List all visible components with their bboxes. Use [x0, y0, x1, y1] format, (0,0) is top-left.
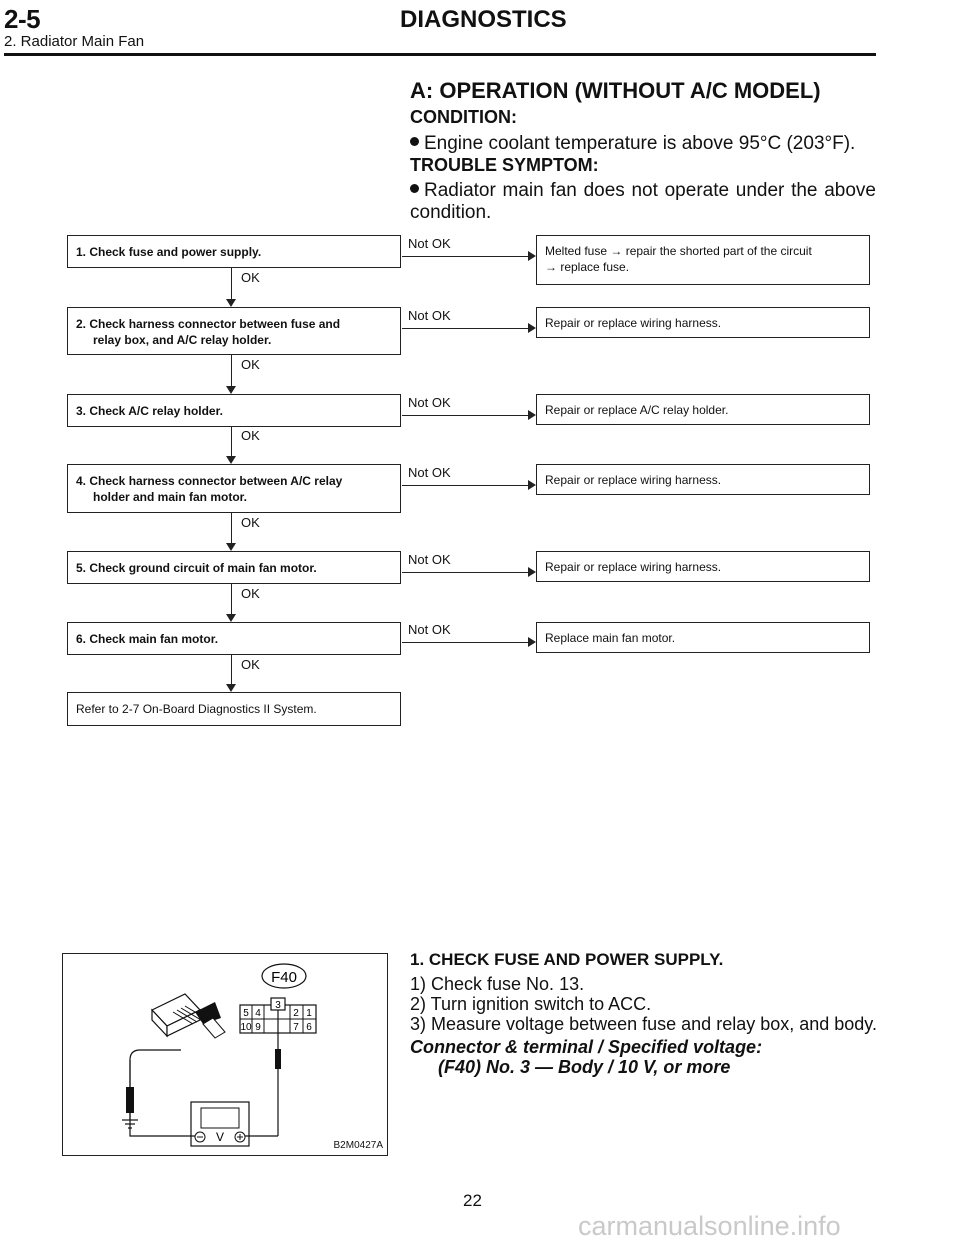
- terminal-2: 2: [293, 1008, 299, 1019]
- ok-label-1: OK: [241, 270, 260, 285]
- arrow-down-icon: [226, 614, 236, 622]
- watermark-url: carmanualsonline.info: [578, 1211, 841, 1241]
- ok-label-4: OK: [241, 515, 260, 530]
- ok-connector-5: [231, 584, 232, 615]
- wiring-diagram-figure: [62, 953, 388, 1156]
- ok-label-2: OK: [241, 357, 260, 372]
- remedy-box-3: Repair or replace A/C relay holder.: [536, 394, 870, 425]
- remedy-box-4: Repair or replace wiring harness.: [536, 464, 870, 495]
- terminal-1: 1: [306, 1008, 312, 1019]
- terminal-4: 4: [255, 1008, 261, 1019]
- arrow-down-icon: [226, 684, 236, 692]
- figure-code: B2M0427A: [333, 1140, 383, 1151]
- spec-label: Connector & terminal / Specified voltage:: [410, 1037, 763, 1057]
- page-number: 22: [463, 1191, 482, 1210]
- ok-connector-2: [231, 355, 232, 387]
- check-box-3: 3. Check A/C relay holder.: [67, 394, 401, 427]
- ok-connector-3: [231, 427, 232, 457]
- connector-diagram: [63, 954, 389, 1157]
- terminal-10: 10: [240, 1022, 252, 1033]
- remedy-box-2: Repair or replace wiring harness.: [536, 307, 870, 338]
- arrow-right-icon: [528, 410, 536, 420]
- terminal-7: 7: [293, 1022, 299, 1033]
- section-number: 2-5: [4, 4, 41, 34]
- arrow-right-icon: [528, 637, 536, 647]
- check-box-2: 2. Check harness connector between fuse and relay box, and A/C relay holder.: [67, 307, 401, 355]
- remedy-box-6: Replace main fan motor.: [536, 622, 870, 653]
- step-item-1: 1) Check fuse No. 13.: [410, 974, 585, 994]
- check-box-6: 6. Check main fan motor.: [67, 622, 401, 655]
- arrow-right-icon: [528, 480, 536, 490]
- bullet-icon: [410, 137, 419, 146]
- meter-label: V: [215, 1130, 225, 1144]
- ok-connector-1: [231, 268, 232, 300]
- step-item-3: 3) Measure voltage between fuse and relay box, and body.: [410, 1014, 877, 1034]
- remedy-box-5: Repair or replace wiring harness.: [536, 551, 870, 582]
- not-ok-connector-2: [402, 328, 529, 329]
- remedy-box-1: Melted fuse → repair the shorted part of the circuit → replace fuse.: [536, 235, 870, 285]
- not-ok-connector-4: [402, 485, 529, 486]
- arrow-right-icon: [528, 251, 536, 261]
- not-ok-connector-6: [402, 642, 529, 643]
- check-box-1: 1. Check fuse and power supply.: [67, 235, 401, 268]
- arrow-down-icon: [226, 543, 236, 551]
- arrow-down-icon: [226, 456, 236, 464]
- symptom-text: Radiator main fan does not operate under the above condition.: [410, 180, 876, 223]
- step-item-2: 2) Turn ignition switch to ACC.: [410, 994, 652, 1014]
- not-ok-connector-5: [402, 572, 529, 573]
- condition-text: Engine coolant temperature is above 95°C (203°F).: [424, 133, 856, 154]
- ok-connector-4: [231, 513, 232, 544]
- ok-label-6: OK: [241, 657, 260, 672]
- check-box-4: 4. Check harness connector between A/C relay holder and main fan motor.: [67, 464, 401, 513]
- not-ok-label-2: Not OK: [408, 308, 451, 323]
- header-rule: [4, 53, 876, 56]
- condition-label: CONDITION:: [410, 107, 517, 127]
- arrow-down-icon: [226, 299, 236, 307]
- not-ok-connector-3: [402, 415, 529, 416]
- section-title: A: OPERATION (WITHOUT A/C MODEL): [410, 78, 821, 103]
- connector-label: F40: [271, 969, 297, 986]
- check-box-5: 5. Check ground circuit of main fan motor.: [67, 551, 401, 584]
- not-ok-connector-1: [402, 256, 529, 257]
- not-ok-label-5: Not OK: [408, 552, 451, 567]
- condition-item: [410, 133, 876, 155]
- ok-connector-6: [231, 655, 232, 685]
- symptom-item: [410, 180, 876, 224]
- terminal-6: 6: [306, 1022, 312, 1033]
- ok-label-3: OK: [241, 428, 260, 443]
- not-ok-label-1: Not OK: [408, 236, 451, 251]
- page-title: DIAGNOSTICS: [400, 6, 567, 33]
- symptom-label: TROUBLE SYMPTOM:: [410, 155, 599, 175]
- page-subtitle: 2. Radiator Main Fan: [4, 33, 145, 50]
- final-box: Refer to 2-7 On-Board Diagnostics II System.: [67, 692, 401, 726]
- terminal-9: 9: [255, 1022, 261, 1033]
- spec-value: (F40) No. 3 — Body / 10 V, or more: [438, 1057, 731, 1077]
- not-ok-label-3: Not OK: [408, 395, 451, 410]
- not-ok-label-6: Not OK: [408, 622, 451, 637]
- bullet-icon: [410, 184, 419, 193]
- not-ok-label-4: Not OK: [408, 465, 451, 480]
- arrow-right-icon: [528, 323, 536, 333]
- step-title: 1. CHECK FUSE AND POWER SUPPLY.: [410, 950, 724, 969]
- arrow-right-icon: [528, 567, 536, 577]
- arrow-down-icon: [226, 386, 236, 394]
- ok-label-5: OK: [241, 586, 260, 601]
- terminal-3: 3: [275, 1000, 281, 1011]
- terminal-5: 5: [243, 1008, 249, 1019]
